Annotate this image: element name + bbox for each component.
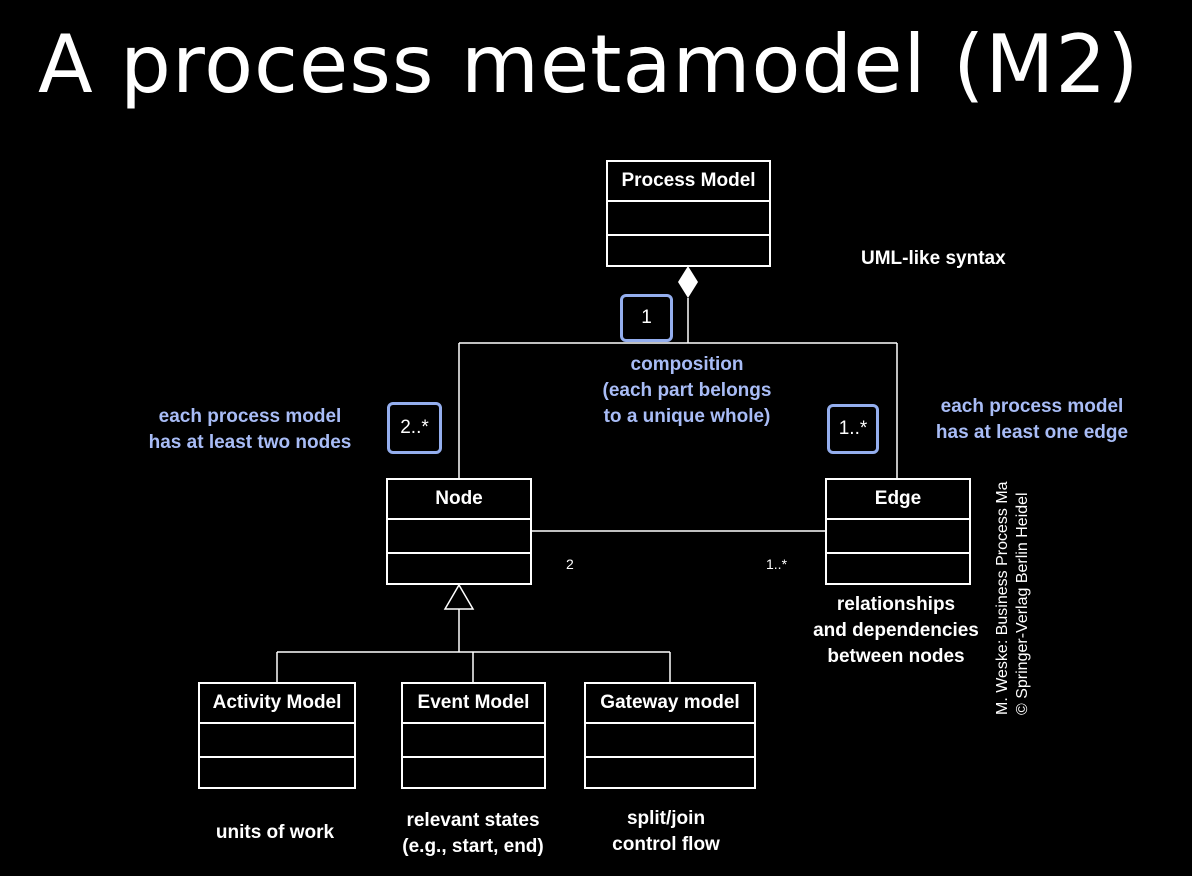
class-edge-name: Edge	[827, 480, 969, 520]
activity-description-line-1: units of work	[215, 822, 335, 843]
assoc-edge-end-label: 1..*	[766, 556, 788, 572]
class-gateway-model-attributes	[586, 724, 754, 758]
class-activity-model-operations	[200, 758, 354, 791]
syntax-note: UML-like syntax	[861, 248, 1006, 269]
copyright-credit	[993, 481, 1033, 715]
class-event-model	[401, 682, 546, 789]
nodes-annotation-line-1: each process model	[158, 406, 342, 427]
class-process-model-operations	[608, 236, 769, 269]
edge-description-line-1: relationships	[836, 594, 956, 615]
class-edge-operations	[827, 554, 969, 587]
page-title: A process metamodel (M2)	[38, 18, 1140, 111]
class-node-operations	[388, 554, 530, 587]
gateway-description-line-1: split/join	[626, 808, 706, 829]
composition-annotation-line-2: (each part belongs	[602, 380, 772, 401]
generalization-triangle	[445, 585, 473, 609]
edge-description	[790, 592, 1002, 670]
class-process-model-attributes	[608, 202, 769, 236]
credit-line-2: © Springer-Verlag Berlin Heidel	[1014, 492, 1031, 715]
edge-description-line-3: between nodes	[827, 646, 965, 667]
nodes-annotation-line-2: has at least two nodes	[148, 432, 352, 453]
class-edge-attributes	[827, 520, 969, 554]
composition-annotation	[577, 352, 797, 430]
multiplicity-edges: 1..*	[827, 404, 879, 454]
composition-annotation-line-3: to a unique whole)	[603, 406, 771, 427]
class-gateway-model	[584, 682, 756, 789]
class-event-model-attributes	[403, 724, 544, 758]
edges-annotation	[912, 394, 1152, 446]
activity-description	[185, 820, 365, 846]
composition-annotation-line-1: composition	[630, 354, 744, 375]
nodes-annotation	[126, 404, 374, 456]
assoc-node-end-label: 2	[566, 556, 574, 572]
class-edge	[825, 478, 971, 585]
edges-annotation-line-2: has at least one edge	[935, 422, 1129, 443]
multiplicity-nodes: 2..*	[387, 402, 442, 454]
multiplicity-composition: 1	[620, 294, 673, 342]
class-gateway-model-operations	[586, 758, 754, 791]
class-activity-model-attributes	[200, 724, 354, 758]
gateway-description-line-2: control flow	[612, 834, 720, 855]
class-event-model-operations	[403, 758, 544, 791]
composition-diamond	[678, 266, 698, 298]
class-node-name: Node	[388, 480, 530, 520]
class-node	[386, 478, 532, 585]
credit-line-1: M. Weske: Business Process Ma	[994, 481, 1011, 715]
class-activity-model-name: Activity Model	[200, 684, 354, 724]
class-event-model-name: Event Model	[403, 684, 544, 724]
edges-annotation-line-1: each process model	[940, 396, 1124, 417]
event-description-line-1: relevant states	[406, 810, 540, 831]
event-description	[378, 808, 568, 860]
class-node-attributes	[388, 520, 530, 554]
edge-description-line-2: and dependencies	[813, 620, 979, 641]
gateway-description	[578, 806, 754, 858]
class-process-model-name: Process Model	[608, 162, 769, 202]
class-process-model	[606, 160, 771, 267]
event-description-line-2: (e.g., start, end)	[402, 836, 544, 857]
class-gateway-model-name: Gateway model	[586, 684, 754, 724]
class-activity-model	[198, 682, 356, 789]
